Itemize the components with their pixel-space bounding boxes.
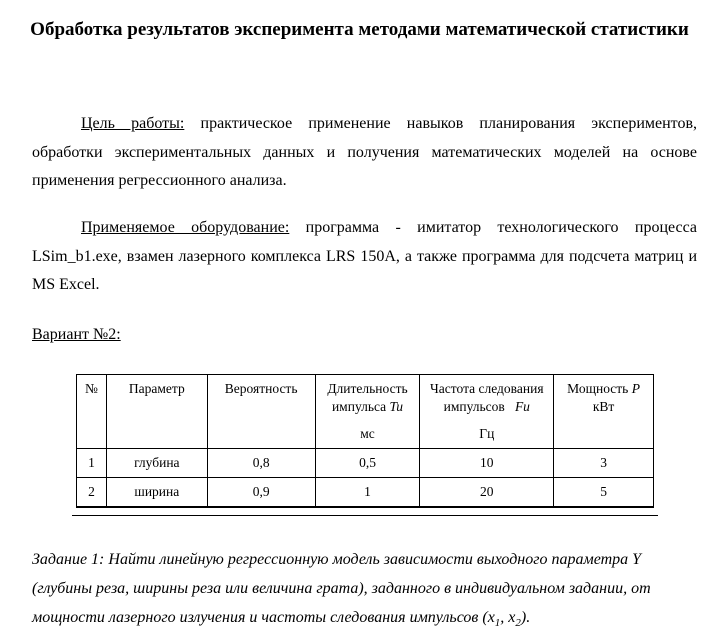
equipment-text: программа - имитатор технологического процесса LSim_b1.exe, взамен лазерного комплекса LRS 150A, а также программа для подсчета матриц и MS Excel.: [32, 219, 698, 293]
header-duration-unit: мс: [360, 426, 375, 441]
cell-power: 3: [554, 449, 654, 478]
equipment-label: Применяемое оборудование:: [81, 219, 290, 236]
cell-duration: 1: [315, 478, 420, 508]
table-bottom-rule: [72, 515, 658, 516]
variant-label: Вариант №2:: [32, 326, 121, 343]
header-param: Параметр: [106, 375, 207, 449]
header-power-unit: кВт: [592, 399, 615, 414]
cell-num: 1: [77, 449, 107, 478]
goal-paragraph: [32, 110, 697, 196]
header-power-label: Мощность P: [567, 381, 640, 396]
table-row: [77, 449, 654, 478]
var-x2: $x_2$: [508, 609, 521, 630]
task-text: Задание 1: Найти линейную регрессионную модель зависимости выходного параметра Y (глубины реза, ширины реза или величина грата), заданного в индивидуальном задании, от мощности лазерного излучения и частоты следования импульсов (: [32, 551, 651, 626]
table-header-row: [77, 375, 654, 449]
var-x1: $x_1$: [487, 609, 501, 630]
cell-param: глубина: [106, 449, 207, 478]
header-power: [554, 375, 654, 449]
parameters-table: [76, 374, 654, 508]
goal-text: практическое применение навыков планирования экспериментов, обработки экспериментальных данных и получения математических моделей на основе применения регрессионного анализа.: [32, 115, 697, 189]
header-freq-unit: Гц: [479, 426, 495, 441]
cell-prob: 0,9: [207, 478, 315, 508]
header-duration-label: Длительность импульса Tu: [327, 381, 408, 414]
header-num: №: [77, 375, 107, 449]
cell-num: 2: [77, 478, 107, 508]
cell-freq: 20: [420, 478, 554, 508]
cell-power: 5: [554, 478, 654, 508]
document-title: Обработка результатов эксперимента методами математической статистики: [30, 19, 689, 40]
cell-freq: 10: [420, 449, 554, 478]
task-paragraph: Задание 1: Найти линейную регрессионную модель зависимости выходного параметра Y (глубины реза, ширины реза или величина грата), заданного в индивидуальном задании, от мощности лазерного излучения и частоты следования импульсов ($x_1$, $x_2$).: [32, 551, 651, 630]
cell-duration: 0,5: [315, 449, 420, 478]
cell-param: ширина: [106, 478, 207, 508]
table-row: [77, 478, 654, 508]
cell-prob: 0,8: [207, 449, 315, 478]
header-freq: [420, 375, 554, 449]
header-duration: [315, 375, 420, 449]
goal-label: Цель работы:: [81, 115, 185, 132]
equipment-paragraph: [32, 214, 697, 300]
header-freq-label: Частота следования импульсов Fu: [430, 381, 544, 414]
header-prob: Вероятность: [207, 375, 315, 449]
